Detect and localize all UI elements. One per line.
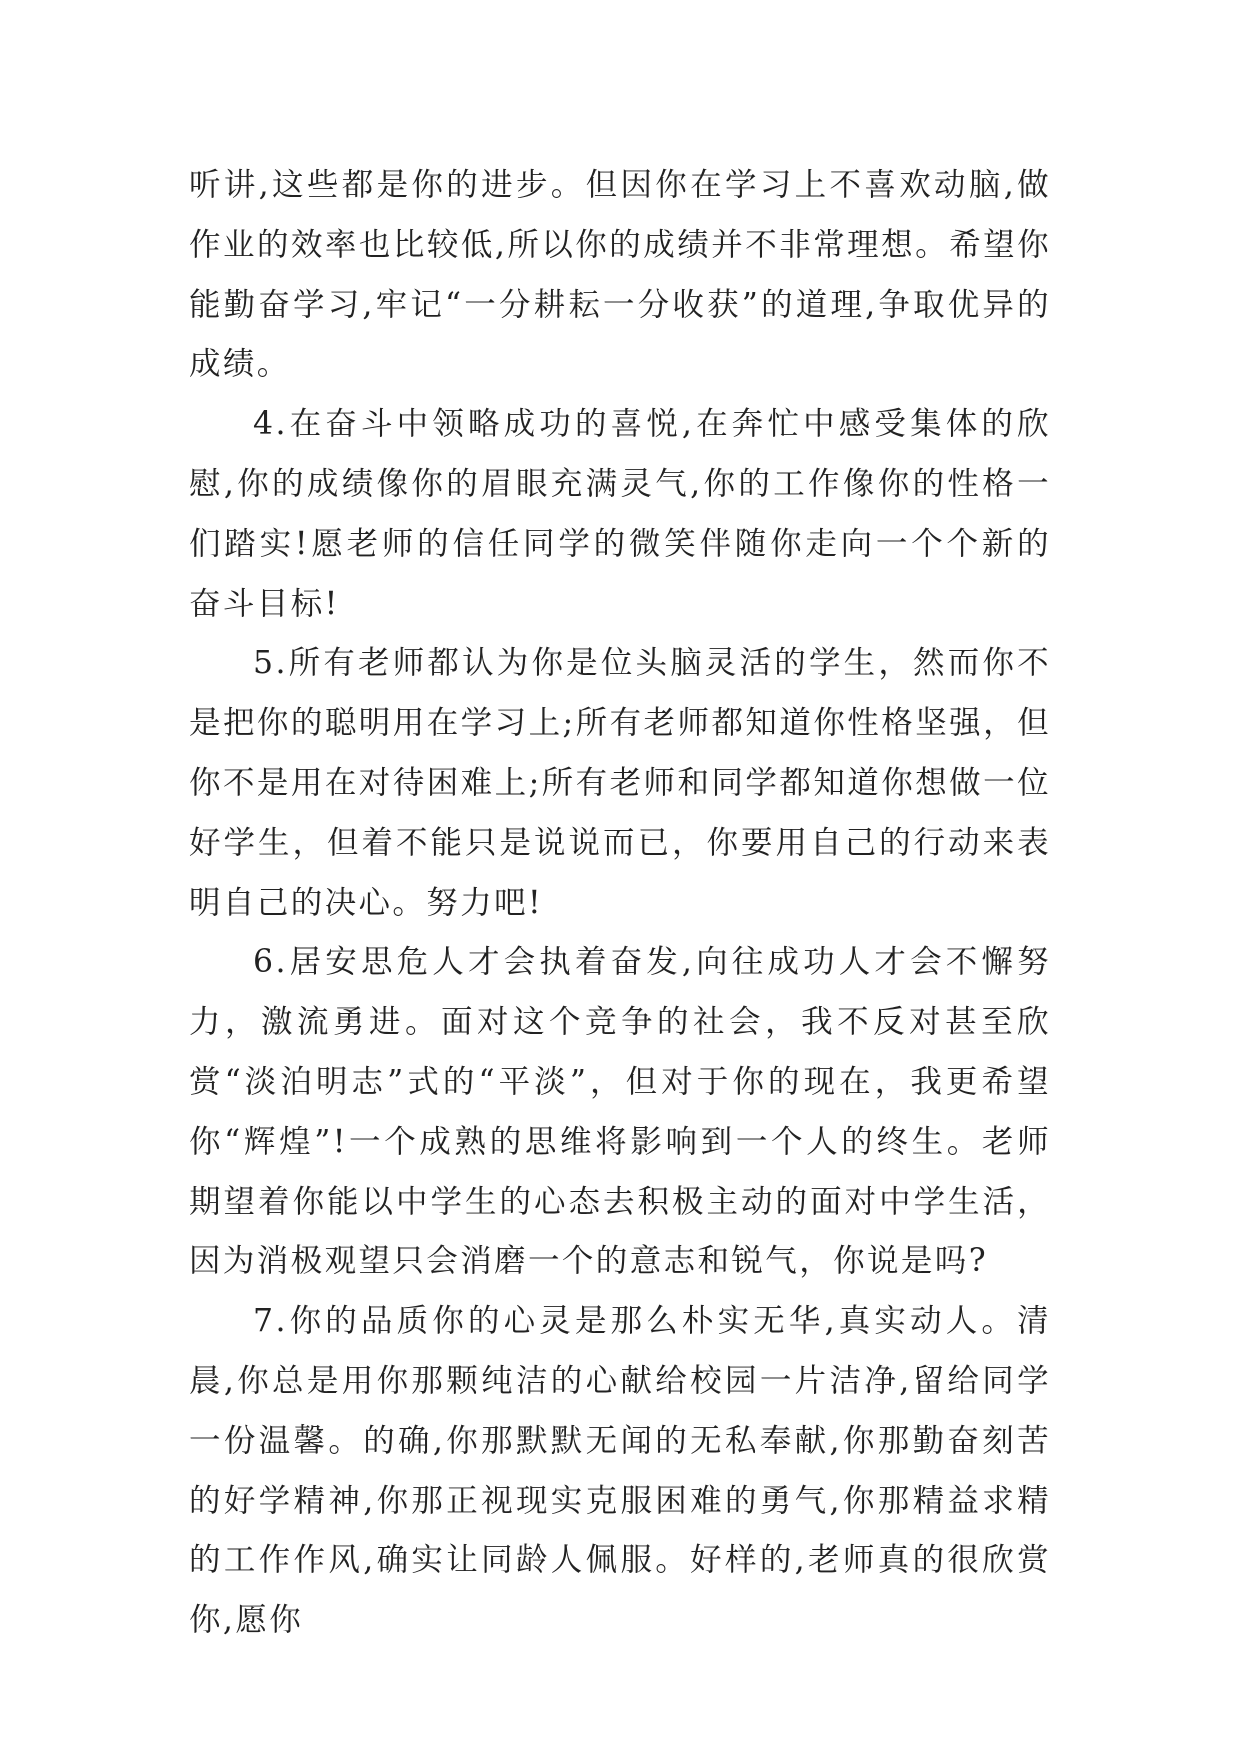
paragraph-4: 4.在奋斗中领略成功的喜悦,在奔忙中感受集体的欣慰,你的成绩像你的眉眼充满灵气,你的工作像你的性格一们踏实!愿老师的信任同学的微笑伴随你走向一个个新的奋斗目标! xyxy=(189,406,1051,622)
paragraph-6: 6.居安思危人才会执着奋发,向往成功人才会不懈努力，激流勇进。面对这个竞争的社会，我不反对甚至欣赏“淡泊明志”式的“平淡”，但对于你的现在，我更希望你“辉煌”!一个成熟的思维将影响到一个人的终生。老师期望着你能以中学生的心态去积极主动的面对中学生活，因为消极观望只会消磨一个的意志和锐气，你说是吗? xyxy=(189,944,1051,1280)
paragraph-continuation: 听讲,这些都是你的进步。但因你在学习上不喜欢动脑,做作业的效率也比较低,所以你的成绩并不非常理想。希望你能勤奋学习,牢记“一分耕耘一分收获”的道理,争取优异的成绩。 xyxy=(189,167,1051,383)
document-body xyxy=(189,156,1051,1651)
paragraph-5: 5.所有老师都认为你是位头脑灵活的学生，然而你不是把你的聪明用在学习上;所有老师都知道你性格坚强，但你不是用在对待困难上;所有老师和同学都知道你想做一位好学生，但着不能只是说说而已，你要用自己的行动来表明自己的决心。努力吧! xyxy=(189,645,1051,921)
paragraph-7: 7.你的品质你的心灵是那么朴实无华,真实动人。清晨,你总是用你那颗纯洁的心献给校园一片洁净,留给同学一份温馨。的确,你那默默无闻的无私奉献,你那勤奋刻苦的好学精神,你那正视现实克服困难的勇气,你那精益求精的工作作风,确实让同龄人佩服。好样的,老师真的很欣赏你,愿你 xyxy=(189,1303,1051,1639)
